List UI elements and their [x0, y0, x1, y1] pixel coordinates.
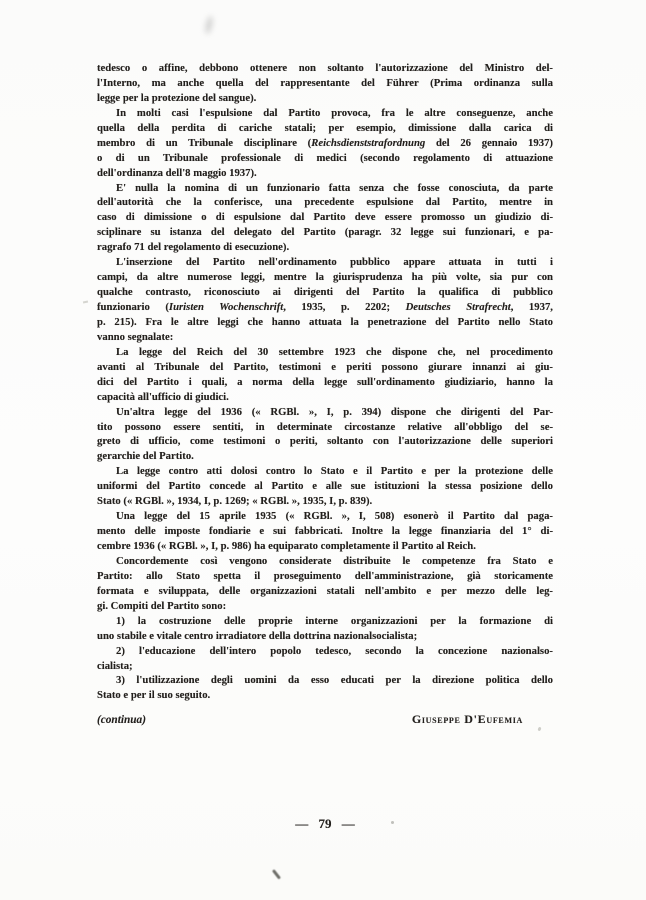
text-line: 2) l'educazione dell'intero popolo tedesco, secondo la concezione nazionalso-	[116, 644, 553, 657]
author-signature: Giuseppe D'Eufemia	[411, 712, 523, 726]
text-line: campi, da altre numerose leggi, mentre la giurisprudenza ha più volte, sia pur con	[97, 271, 553, 284]
scan-artifact	[391, 821, 394, 824]
text-line: dici del Partito i quali, a norma della legge sull'ordinamento giudiziario, hanno la	[97, 375, 553, 388]
text-line: vanno segnalate:	[97, 330, 174, 343]
text-line: funzionario (Iuristen Wochenschrift, 1935, p. 2202; Deutsches Strafrecht, 1937,	[97, 301, 553, 313]
text-line: membro di un Tribunale disciplinare (Reichsdienststrafordnung del 26 gennaio 1937)	[97, 136, 553, 149]
text-line: La legge del Reich del 30 settembre 1923 che dispone che, nel procedimento	[116, 345, 553, 358]
text-line: quella della perdita di cariche statali; per esempio, dimissione dalla carica di	[97, 121, 553, 134]
paragraph	[97, 345, 553, 405]
text-line: o di un Tribunale professionale di medici (secondo regolamento di attuazione	[97, 151, 553, 164]
paragraph	[97, 673, 553, 703]
text-line: L'inserzione del Partito nell'ordinamento pubblico appare attuata in tutti i	[116, 256, 553, 269]
text-line: uniformi del Partito concede al Partito e alle sue istituzioni la stessa posizione dello	[97, 480, 553, 493]
text-line: formata e sviluppata, delle organizzazioni statali nell'ambito e per mezzo delle leg-	[97, 584, 553, 597]
text-line: cialista;	[97, 659, 133, 672]
continuation-note: (continua)	[97, 714, 146, 726]
text-line: Partito: allo Stato spetta il proseguimento dell'amministrazione, già storicamente	[97, 569, 553, 582]
body-text	[97, 61, 553, 703]
text-line: p. 215). Fra le altre leggi che hanno attuata la penetrazione del Partito nello Stato	[97, 315, 553, 328]
text-line: gerarchie del Partito.	[97, 450, 194, 463]
paragraph	[97, 644, 553, 674]
text-line: Stato e per il suo seguito.	[97, 689, 211, 702]
text-line: Un'altra legge del 1936 (« RGBl. », I, p. 394) dispone che dirigenti del Par-	[116, 405, 553, 418]
paragraph	[97, 61, 553, 106]
text-line: E' nulla la nomina di un funzionario fatta senza che fosse conosciuta, da parte	[116, 181, 553, 194]
text-line: sciplinare su istanza del delegato del Partito (paragr. 32 legge sui funzionari, e pa-	[97, 226, 553, 239]
text-line: Una legge del 15 aprile 1935 (« RGBl. », I, 508) esonerò il Partito dal paga-	[116, 510, 553, 523]
text-line: Concordemente così vengono considerate distribuite le competenze fra Stato e	[116, 554, 553, 567]
text-line: qualche contrasto, riconosciuto ai dirigenti del Partito la qualifica di pubblico	[97, 286, 553, 299]
page-number: — 79 —	[295, 816, 355, 831]
scan-artifact	[272, 869, 281, 879]
text-line: capacità all'ufficio di giudici.	[97, 390, 229, 403]
text-line: greto di ufficio, come testimoni o periti, soltanto con l'autorizzazione delle superiori	[97, 435, 553, 448]
scan-artifact	[83, 301, 88, 304]
text-line: Stato (« RGBl. », 1934, I, p. 1269; « RGBl. », 1935, I, p. 839).	[97, 495, 373, 508]
text-line: uno stabile e vitale centro irradiatore della dottrina nazionalsocialista;	[97, 629, 418, 642]
paragraph	[97, 464, 553, 509]
paragraph	[97, 255, 553, 345]
paragraph	[97, 554, 553, 614]
text-line: gi. Compiti del Partito sono:	[97, 599, 227, 612]
paragraph	[97, 181, 553, 256]
text-line: l'Interno, ma anche quella del rappresentante del Führer (Prima ordinanza sulla	[97, 76, 553, 89]
text-line: tedesco o affine, debbono ottenere non soltanto l'autorizzazione del Ministro del-	[97, 62, 553, 74]
text-line: 3) l'utilizzazione degli uomini da esso educati per la direzione politica dello	[116, 674, 553, 687]
text-line: dell'autorità che la conferisce, una precedente espulsione dal Partito, mentre in	[97, 196, 553, 209]
paragraph	[97, 614, 553, 644]
footer-row	[97, 712, 553, 727]
text-line: mento delle imposte fondiarie e sui fabbricati. Inoltre la legge finanziaria del 1° di-	[97, 525, 553, 538]
text-line: cembre 1936 (« RGBl. », I, p. 986) ha equiparato completamente il Partito al Reich.	[97, 540, 476, 552]
paragraph	[97, 509, 553, 554]
text-line: dell'ordinanza dell'8 maggio 1937).	[97, 166, 257, 179]
paragraph	[97, 405, 553, 465]
paragraph	[97, 106, 553, 181]
text-line: In molti casi l'espulsione dal Partito provoca, fra le altre conseguenze, anche	[116, 106, 553, 119]
text-line: tito possono essere sentiti, in determinate circostanze relative all'obbligo del se-	[97, 420, 553, 433]
text-line: La legge contro atti dolosi contro lo Stato e il Partito e per la protezione delle	[116, 465, 553, 478]
text-line: caso di dimissione o di espulsione dal Partito deve essere promosso un giudizio di-	[97, 211, 553, 224]
scan-artifact	[204, 16, 214, 35]
text-line: 1) la costruzione delle proprie interne organizzazioni per la formazione di	[116, 614, 553, 627]
scan-artifact	[537, 727, 541, 732]
text-line: legge per la protezione del sangue).	[97, 91, 257, 104]
text-line: avanti al Tribunale del Partito, testimoni e periti possono giurare innanzi ai giu-	[97, 360, 553, 373]
text-line: ragrafo 71 del regolamento di esecuzione).	[97, 241, 290, 254]
